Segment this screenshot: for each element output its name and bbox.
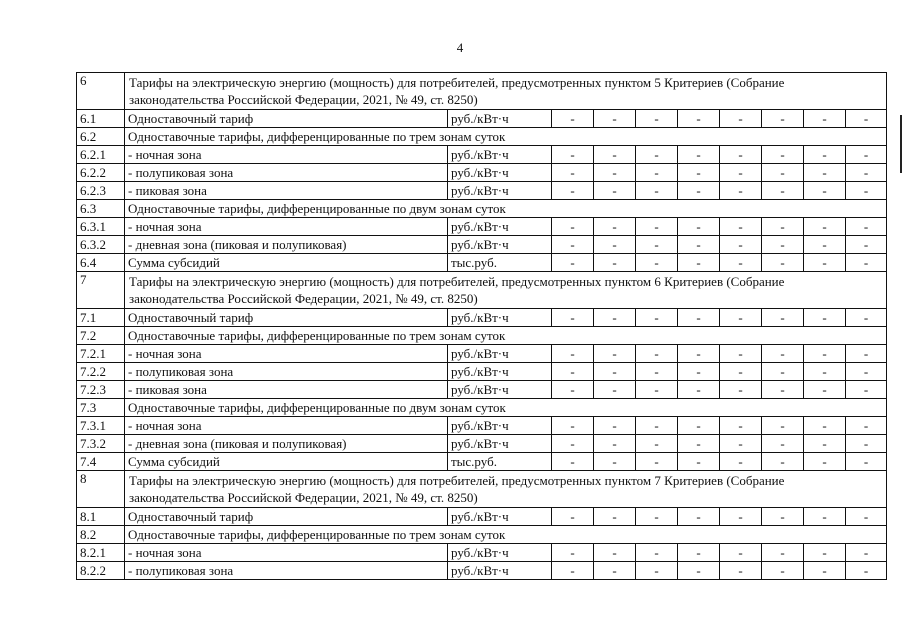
value-cell: - [762, 254, 804, 272]
table-row [77, 218, 887, 236]
table-row [77, 562, 887, 580]
value-cell: - [762, 544, 804, 562]
table-row [77, 309, 887, 327]
group-title: Одноставочные тарифы, дифференцированные по трем зонам суток [125, 327, 887, 345]
value-cell: - [636, 254, 678, 272]
value-cell: - [594, 146, 636, 164]
value-cell: - [762, 110, 804, 128]
row-number: 6.3.1 [77, 218, 125, 236]
value-cell: - [594, 508, 636, 526]
row-number: 6.4 [77, 254, 125, 272]
value-cell: - [762, 381, 804, 399]
value-cell: - [720, 146, 762, 164]
value-cell: - [678, 453, 720, 471]
value-cell: - [594, 363, 636, 381]
value-cell: - [636, 309, 678, 327]
value-cell: - [846, 544, 887, 562]
value-cell: - [804, 544, 846, 562]
tariff-table [76, 72, 887, 580]
value-cell: - [552, 218, 594, 236]
value-cell: - [762, 363, 804, 381]
value-cell: - [762, 508, 804, 526]
value-cell: - [594, 164, 636, 182]
value-cell: - [636, 417, 678, 435]
value-cell: - [720, 309, 762, 327]
value-cell: - [594, 218, 636, 236]
value-cell: - [552, 236, 594, 254]
row-number: 7.3 [77, 399, 125, 417]
unit-cell: руб./кВт·ч [448, 417, 552, 435]
row-label: Одноставочный тариф [125, 508, 448, 526]
value-cell: - [720, 164, 762, 182]
table-row [77, 254, 887, 272]
value-cell: - [846, 254, 887, 272]
value-cell: - [678, 435, 720, 453]
row-label: - ночная зона [125, 345, 448, 363]
row-number: 8.2.1 [77, 544, 125, 562]
value-cell: - [678, 218, 720, 236]
value-cell: - [720, 417, 762, 435]
unit-cell: тыс.руб. [448, 254, 552, 272]
value-cell: - [846, 381, 887, 399]
section-row [77, 471, 887, 508]
row-number: 6.1 [77, 110, 125, 128]
value-cell: - [678, 254, 720, 272]
row-label: Сумма субсидий [125, 453, 448, 471]
value-cell: - [804, 254, 846, 272]
group-row [77, 526, 887, 544]
value-cell: - [720, 363, 762, 381]
row-label: - ночная зона [125, 218, 448, 236]
value-cell: - [846, 453, 887, 471]
row-label: - дневная зона (пиковая и полупиковая) [125, 236, 448, 254]
value-cell: - [846, 164, 887, 182]
value-cell: - [552, 435, 594, 453]
value-cell: - [762, 309, 804, 327]
value-cell: - [636, 236, 678, 254]
row-number: 7.3.2 [77, 435, 125, 453]
value-cell: - [636, 508, 678, 526]
value-cell: - [552, 254, 594, 272]
value-cell: - [552, 146, 594, 164]
value-cell: - [804, 508, 846, 526]
value-cell: - [846, 508, 887, 526]
value-cell: - [678, 363, 720, 381]
value-cell: - [720, 562, 762, 580]
row-number: 8.2.2 [77, 562, 125, 580]
value-cell: - [636, 435, 678, 453]
table-row [77, 182, 887, 200]
value-cell: - [804, 309, 846, 327]
value-cell: - [636, 164, 678, 182]
unit-cell: руб./кВт·ч [448, 218, 552, 236]
value-cell: - [552, 164, 594, 182]
value-cell: - [762, 182, 804, 200]
row-number: 7.2.1 [77, 345, 125, 363]
value-cell: - [552, 562, 594, 580]
table-row [77, 236, 887, 254]
value-cell: - [594, 254, 636, 272]
value-cell: - [720, 218, 762, 236]
value-cell: - [678, 544, 720, 562]
value-cell: - [762, 562, 804, 580]
value-cell: - [720, 544, 762, 562]
row-label: - ночная зона [125, 544, 448, 562]
unit-cell: руб./кВт·ч [448, 164, 552, 182]
table-row [77, 146, 887, 164]
value-cell: - [762, 218, 804, 236]
table-row [77, 164, 887, 182]
value-cell: - [720, 110, 762, 128]
value-cell: - [552, 381, 594, 399]
value-cell: - [636, 381, 678, 399]
value-cell: - [720, 254, 762, 272]
value-cell: - [678, 417, 720, 435]
value-cell: - [804, 562, 846, 580]
value-cell: - [594, 435, 636, 453]
tariff-table-body [77, 73, 887, 580]
section-row [77, 73, 887, 110]
value-cell: - [552, 544, 594, 562]
group-title: Одноставочные тарифы, дифференцированные по двум зонам суток [125, 399, 887, 417]
row-label: Одноставочный тариф [125, 110, 448, 128]
value-cell: - [720, 236, 762, 254]
value-cell: - [594, 182, 636, 200]
row-label: - полупиковая зона [125, 164, 448, 182]
value-cell: - [636, 363, 678, 381]
value-cell: - [594, 345, 636, 363]
value-cell: - [846, 417, 887, 435]
group-title: Одноставочные тарифы, дифференцированные по трем зонам суток [125, 526, 887, 544]
value-cell: - [636, 562, 678, 580]
value-cell: - [804, 381, 846, 399]
value-cell: - [594, 236, 636, 254]
value-cell: - [762, 417, 804, 435]
row-number: 7.4 [77, 453, 125, 471]
table-row [77, 544, 887, 562]
value-cell: - [678, 345, 720, 363]
table-row [77, 381, 887, 399]
value-cell: - [594, 417, 636, 435]
value-cell: - [804, 110, 846, 128]
value-cell: - [552, 363, 594, 381]
row-number: 8 [77, 471, 125, 508]
value-cell: - [552, 453, 594, 471]
row-number: 7.1 [77, 309, 125, 327]
value-cell: - [846, 218, 887, 236]
value-cell: - [762, 345, 804, 363]
row-label: - ночная зона [125, 146, 448, 164]
value-cell: - [636, 218, 678, 236]
value-cell: - [846, 562, 887, 580]
table-row [77, 110, 887, 128]
section-title: Тарифы на электрическую энергию (мощность) для потребителей, предусмотренных пунктом 7 Критериев (Собрание законодательства Российской Федерации, 2021, № 49, ст. 8250) [125, 471, 887, 508]
value-cell: - [762, 236, 804, 254]
value-cell: - [720, 345, 762, 363]
value-cell: - [636, 453, 678, 471]
unit-cell: руб./кВт·ч [448, 544, 552, 562]
row-label: - пиковая зона [125, 381, 448, 399]
value-cell: - [552, 417, 594, 435]
value-cell: - [678, 562, 720, 580]
value-cell: - [636, 146, 678, 164]
unit-cell: руб./кВт·ч [448, 508, 552, 526]
value-cell: - [846, 110, 887, 128]
row-label: Одноставочный тариф [125, 309, 448, 327]
section-title: Тарифы на электрическую энергию (мощность) для потребителей, предусмотренных пунктом 6 Критериев (Собрание законодательства Российской Федерации, 2021, № 49, ст. 8250) [125, 272, 887, 309]
row-number: 6.2.2 [77, 164, 125, 182]
table-row [77, 345, 887, 363]
value-cell: - [552, 345, 594, 363]
value-cell: - [678, 508, 720, 526]
value-cell: - [678, 309, 720, 327]
row-number: 7.2 [77, 327, 125, 345]
row-number: 6.3 [77, 200, 125, 218]
row-number: 6 [77, 73, 125, 110]
value-cell: - [678, 164, 720, 182]
value-cell: - [636, 182, 678, 200]
value-cell: - [762, 146, 804, 164]
value-cell: - [846, 435, 887, 453]
value-cell: - [846, 363, 887, 381]
value-cell: - [636, 345, 678, 363]
value-cell: - [762, 453, 804, 471]
row-label: - полупиковая зона [125, 363, 448, 381]
margin-mark [900, 115, 902, 173]
value-cell: - [552, 309, 594, 327]
value-cell: - [846, 146, 887, 164]
table-row [77, 417, 887, 435]
value-cell: - [762, 164, 804, 182]
row-label: - пиковая зона [125, 182, 448, 200]
group-title: Одноставочные тарифы, дифференцированные по трем зонам суток [125, 128, 887, 146]
value-cell: - [804, 164, 846, 182]
value-cell: - [636, 544, 678, 562]
value-cell: - [804, 363, 846, 381]
unit-cell: руб./кВт·ч [448, 381, 552, 399]
value-cell: - [762, 435, 804, 453]
row-number: 6.2.1 [77, 146, 125, 164]
value-cell: - [678, 146, 720, 164]
group-row [77, 200, 887, 218]
row-number: 8.1 [77, 508, 125, 526]
row-label: - ночная зона [125, 417, 448, 435]
value-cell: - [594, 562, 636, 580]
value-cell: - [678, 236, 720, 254]
value-cell: - [594, 381, 636, 399]
unit-cell: руб./кВт·ч [448, 363, 552, 381]
unit-cell: руб./кВт·ч [448, 146, 552, 164]
row-number: 7 [77, 272, 125, 309]
unit-cell: руб./кВт·ч [448, 236, 552, 254]
section-row [77, 272, 887, 309]
value-cell: - [804, 182, 846, 200]
unit-cell: руб./кВт·ч [448, 182, 552, 200]
value-cell: - [804, 435, 846, 453]
row-label: - полупиковая зона [125, 562, 448, 580]
unit-cell: руб./кВт·ч [448, 110, 552, 128]
value-cell: - [594, 309, 636, 327]
value-cell: - [804, 146, 846, 164]
unit-cell: руб./кВт·ч [448, 435, 552, 453]
value-cell: - [552, 508, 594, 526]
value-cell: - [846, 345, 887, 363]
row-number: 7.2.2 [77, 363, 125, 381]
row-number: 7.2.3 [77, 381, 125, 399]
row-label: - дневная зона (пиковая и полупиковая) [125, 435, 448, 453]
value-cell: - [804, 417, 846, 435]
value-cell: - [636, 110, 678, 128]
value-cell: - [594, 110, 636, 128]
group-title: Одноставочные тарифы, дифференцированные по двум зонам суток [125, 200, 887, 218]
value-cell: - [804, 236, 846, 254]
value-cell: - [594, 544, 636, 562]
value-cell: - [846, 182, 887, 200]
row-number: 7.3.1 [77, 417, 125, 435]
table-row [77, 435, 887, 453]
value-cell: - [720, 182, 762, 200]
table-row [77, 508, 887, 526]
row-number: 6.3.2 [77, 236, 125, 254]
page-number: 4 [456, 40, 464, 55]
row-label: Сумма субсидий [125, 254, 448, 272]
row-number: 8.2 [77, 526, 125, 544]
value-cell: - [804, 345, 846, 363]
value-cell: - [720, 508, 762, 526]
value-cell: - [720, 381, 762, 399]
group-row [77, 128, 887, 146]
unit-cell: руб./кВт·ч [448, 562, 552, 580]
group-row [77, 327, 887, 345]
value-cell: - [552, 182, 594, 200]
value-cell: - [552, 110, 594, 128]
row-number: 6.2.3 [77, 182, 125, 200]
value-cell: - [846, 309, 887, 327]
value-cell: - [804, 453, 846, 471]
value-cell: - [720, 435, 762, 453]
section-title: Тарифы на электрическую энергию (мощность) для потребителей, предусмотренных пунктом 5 Критериев (Собрание законодательства Российской Федерации, 2021, № 49, ст. 8250) [125, 73, 887, 110]
table-row [77, 453, 887, 471]
value-cell: - [678, 110, 720, 128]
unit-cell: тыс.руб. [448, 453, 552, 471]
table-row [77, 363, 887, 381]
unit-cell: руб./кВт·ч [448, 345, 552, 363]
value-cell: - [804, 218, 846, 236]
value-cell: - [678, 381, 720, 399]
unit-cell: руб./кВт·ч [448, 309, 552, 327]
value-cell: - [846, 236, 887, 254]
row-number: 6.2 [77, 128, 125, 146]
group-row [77, 399, 887, 417]
value-cell: - [720, 453, 762, 471]
value-cell: - [678, 182, 720, 200]
value-cell: - [594, 453, 636, 471]
